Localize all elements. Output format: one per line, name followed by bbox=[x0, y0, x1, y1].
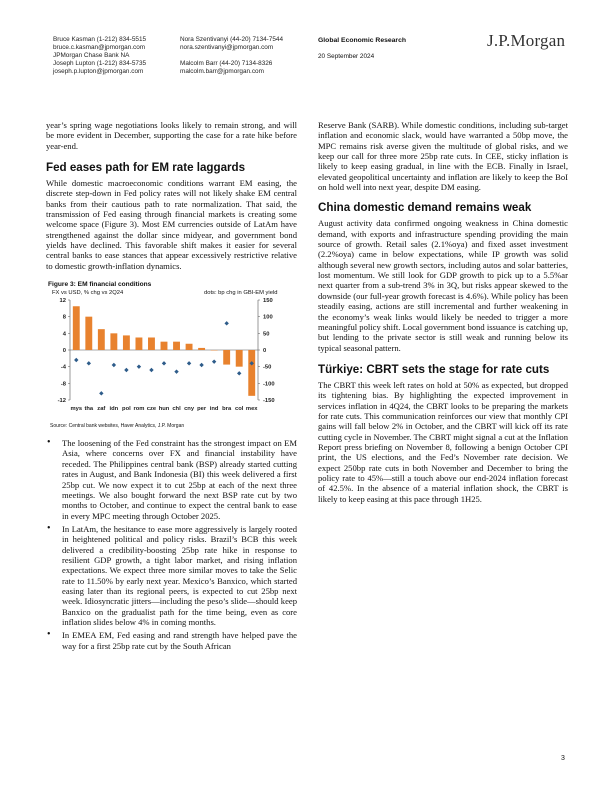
figure-source: Source: Central bank websites, Haver Analytics, J.P. Morgan bbox=[50, 423, 185, 430]
category-label: cze bbox=[146, 406, 157, 413]
category-label: chl bbox=[172, 406, 181, 413]
publication-date: 20 September 2024 bbox=[318, 53, 375, 60]
category-label: rom bbox=[133, 406, 145, 413]
yield-dot bbox=[174, 370, 178, 374]
right-column bbox=[318, 120, 568, 504]
bar bbox=[110, 333, 117, 350]
body-paragraph: The CBRT this week left rates on hold at 50% as expected, but dropped its tightening bias. By highlighting the expected improvement in services inflation in 4Q24, the CBRT looks to be preparing the markets for rate cuts. This communication reinforces our view that monthly CPI gains will fall below 2% in October, and the CBRT will kick off its rate cutting cycle in November. The CBRT might signal a cut at the Inflation Report press briefing on November 8, following a benign October CPI print, the US elections, and the Fed’s November rate decision. We expect 250bp rate cuts in both November and December to bring the policy rate to 45%—still a touch above our end-2024 inflation forecast of 42.5%. In the absence of a material inflation shock, the CBRT is likely to keep easing at this pace through 1H25. bbox=[318, 379, 568, 504]
category-label: col bbox=[235, 406, 244, 413]
yield-dot bbox=[74, 358, 78, 362]
yield-dot bbox=[112, 363, 116, 367]
left-tick-label: 8 bbox=[62, 314, 66, 321]
list-item: • The loosening of the Fed constraint has the strongest impact on EM Asia, where concerns over FX and financial instability have receded. The Philippines central bank (BSP) already started cutting rates in August, and Bank Indonesia (BI) this week delivered a first 25bp cut. We now expect it to cut 25bp at each of the next three meetings. We also bought forward the next BSP rate cut by two months to October, and continue to expect the central bank to ease in every MPC meeting through October 2025. bbox=[46, 438, 297, 521]
category-label: bra bbox=[222, 406, 232, 413]
bar bbox=[85, 317, 92, 350]
bar bbox=[223, 350, 230, 365]
section-heading: Türkiye: CBRT sets the stage for rate cuts bbox=[318, 362, 550, 376]
bar bbox=[248, 350, 255, 396]
yield-dot bbox=[224, 321, 228, 325]
author-line: Joseph Lupton (1-212) 834-5735 bbox=[53, 60, 147, 68]
figure-title: Figure 3: EM financial conditions bbox=[48, 281, 152, 289]
body-paragraph: While domestic macroeconomic conditions warrant EM easing, the discrete step-down in Fed policy rates will not likely shake EM central banks from their cautious path to rate normalization. That said, the transmission of Fed easing through financial markets is creating some welcome space (Figure 3). Most EM currencies outside of LatAm have strengthened against the dollar since midyear, and government bond yields have declined. This favorable shift makes it easier for several central banks to ease stances that appear excessively restrictive relative to domestic growth-inflation dynamics. bbox=[46, 178, 297, 271]
yield-dot bbox=[149, 368, 153, 372]
bar bbox=[236, 350, 243, 367]
figure-3 bbox=[46, 280, 297, 430]
yield-dot bbox=[99, 391, 103, 395]
yield-dot bbox=[124, 368, 128, 372]
list-item: • In LatAm, the hesitance to ease more aggressively is largely rooted in heightened political and policy risks. Brazil’s BCB this week delivered a credibility-boosting 25bp rate hike in response to resilient GDP growth, a tight labor market, and rising inflation expectations. We expect three more similar moves to take the Selic rate to 11.50% by early next year. Mexico’s Banxico, which started easing later than its regional peers, is expected to cut 25bp next week. Idiosyncratic jitters—including the peso’s slide—should keep Banxico on the gradualist path for the time being, even as core inflation slides below 4% in coming months. bbox=[46, 524, 297, 627]
bar bbox=[135, 338, 142, 351]
right-tick-label: 0 bbox=[263, 348, 267, 355]
left-axis-label: FX vs USD, % chg vs 2Q24 bbox=[52, 290, 124, 297]
bar bbox=[173, 342, 180, 350]
bar-chart bbox=[46, 296, 297, 422]
bar bbox=[186, 344, 193, 350]
section-heading: China domestic demand remains weak bbox=[318, 201, 532, 215]
category-label: pol bbox=[122, 406, 131, 413]
category-label: per bbox=[197, 406, 207, 413]
author-line: Bruce Kasman (1-212) 834-5515 bbox=[53, 36, 147, 43]
category-label: idn bbox=[109, 406, 119, 413]
category-label: tha bbox=[84, 406, 94, 413]
right-tick-label: -150 bbox=[263, 398, 275, 405]
bar bbox=[148, 338, 155, 351]
category-label: cny bbox=[184, 406, 195, 413]
category-label: hun bbox=[158, 406, 170, 413]
yield-dot bbox=[137, 365, 141, 369]
left-tick-label: -8 bbox=[60, 381, 66, 388]
author-line: Malcolm Barr (44-20) 7134-8326 bbox=[180, 60, 273, 68]
yield-dot bbox=[87, 361, 91, 365]
bar bbox=[161, 342, 168, 350]
right-tick-label: 100 bbox=[263, 314, 273, 321]
right-tick-label: -50 bbox=[263, 364, 272, 371]
yield-dot bbox=[199, 363, 203, 367]
page-number: 3 bbox=[561, 755, 565, 762]
right-tick-label: 150 bbox=[263, 298, 273, 305]
category-label: mex bbox=[245, 406, 258, 413]
category-label: zaf bbox=[97, 406, 106, 413]
author-line: Nora Szentivanyi (44-20) 7134-7544 bbox=[180, 36, 284, 43]
bar bbox=[73, 306, 80, 350]
author-block-left bbox=[53, 36, 146, 76]
category-label: ind bbox=[209, 406, 219, 413]
body-paragraph: August activity data confirmed ongoing weakness in China domestic demand, with exports and infrastructure spending providing the main source of growth. Retail sales (2.1%oya) and fixed asset investment (2.2%oya) came in below expectations, while IP growth was solid although several new growth sectors, including autos and solar batteries, lost momentum. We still look for GDP growth to pick up to a 5.5%ar next quarter from a sub-trend 3% in 3Q, but risks appear skewed to the downside (our full-year growth forecast is 4.6%). While policy has been steadily easing, actions are still incremental and further weakening in the economy’s weak links would likely be needed to trigger a more meaningful policy shift. Local government bond issuance is catching up, but lending to the private sector is still weak and running below its typical seasonal pattern. bbox=[318, 218, 568, 353]
left-tick-label: -12 bbox=[57, 398, 66, 405]
left-column bbox=[46, 120, 297, 654]
author-line[interactable]: bruce.c.kasman@jpmorgan.com bbox=[53, 44, 146, 52]
bullet-list bbox=[46, 438, 297, 651]
list-item: • In EMEA EM, Fed easing and rand strength have helped pave the way for a first 25bp rate cut by the South African bbox=[46, 630, 297, 651]
author-line[interactable]: nora.szentivanyi@jpmorgan.com bbox=[180, 44, 274, 52]
yield-dot bbox=[212, 360, 216, 364]
left-tick-label: 0 bbox=[62, 348, 66, 355]
left-tick-label: 12 bbox=[59, 298, 66, 305]
author-line[interactable]: malcolm.barr@jpmorgan.com bbox=[180, 68, 264, 76]
right-tick-label: -100 bbox=[263, 381, 275, 388]
publication-title: Global Economic Research bbox=[318, 37, 407, 44]
left-tick-label: -4 bbox=[60, 364, 66, 371]
yield-dot bbox=[237, 371, 241, 375]
category-label: mys bbox=[70, 406, 83, 413]
section-heading: Fed eases path for EM rate laggards bbox=[46, 161, 246, 175]
right-axis-label: dots: bp chg in GBI-EM yield bbox=[204, 290, 278, 297]
yield-dot bbox=[187, 361, 191, 365]
right-tick-label: 50 bbox=[263, 331, 270, 338]
bar bbox=[98, 329, 105, 350]
author-block-mid bbox=[180, 36, 283, 76]
bar bbox=[123, 336, 130, 351]
jpmorgan-logo: J.P.Morgan bbox=[487, 31, 566, 50]
body-paragraph: Reserve Bank (SARB). While domestic conditions, including sub-target inflation and economic slack, would have warranted a 50bp move, the MPC remains risk averse given the multitude of global risks, and we keep our call for three more 25bp rate cuts. In CEE, sticky inflation is likely to keep easing gradual, in line with the ECB. Finally in Israel, elevated geopolitical uncertainty and inflation are likely to keep the BoI on hold well into next year, despite DM easing. bbox=[318, 120, 568, 193]
intro-paragraph: year’s spring wage negotiations looks likely to remain strong, and will be more evident in December, supporting the case for a rate hike before year-end. bbox=[46, 120, 297, 151]
bar bbox=[198, 348, 205, 350]
author-line[interactable]: joseph.p.lupton@jpmorgan.com bbox=[53, 68, 144, 76]
yield-dot bbox=[162, 361, 166, 365]
left-tick-label: 4 bbox=[62, 331, 66, 338]
author-line: JPMorgan Chase Bank NA bbox=[53, 52, 130, 60]
